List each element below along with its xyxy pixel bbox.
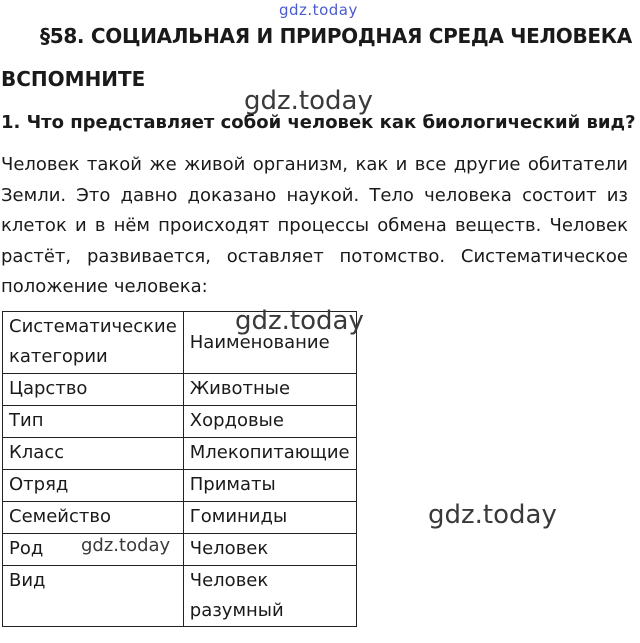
table-cell-name: Человек (183, 534, 356, 566)
table-cell-name: Хордовые (183, 406, 356, 438)
question-text: 1. Что представляет собой человек как биологический вид? (1, 112, 636, 133)
page-title: §58. СОЦИАЛЬНАЯ И ПРИРОДНАЯ СРЕДА ЧЕЛОВЕКА (40, 24, 632, 48)
watermark: gdz.today (244, 86, 373, 116)
table-cell-category: Вид (3, 566, 184, 627)
table-row (3, 438, 357, 470)
table-row (3, 374, 357, 406)
table-row (3, 534, 357, 566)
table-cell-name: Млекопитающие (183, 438, 356, 470)
table-cell-category: Род (3, 534, 184, 566)
table-cell-category: Класс (3, 438, 184, 470)
table-cell-name: Гоминиды (183, 502, 356, 534)
watermark: gdz.today (235, 306, 364, 336)
table-row (3, 566, 357, 627)
answer-paragraph: Человек такой же живой организм, как и все другие обитатели Земли. Это давно доказано наукой. Тело человека состоит из клеток и в нём происходят процессы обмена веществ. Человек растёт, развивается, оставляет потомство. Систематическое положение человека: (1, 154, 628, 297)
table-cell-category: Тип (3, 406, 184, 438)
table-cell-category: Отряд (3, 470, 184, 502)
table-cell-name: Приматы (183, 470, 356, 502)
table-cell-category: Семейство (3, 502, 184, 534)
table-cell-name: Животные (183, 374, 356, 406)
table-row (3, 406, 357, 438)
section-heading: ВСПОМНИТЕ (1, 67, 146, 91)
table-header-category: Систематические категории (3, 312, 184, 374)
table-row (3, 470, 357, 502)
watermark-top: gdz.today (279, 1, 358, 19)
watermark: gdz.today (81, 535, 171, 556)
table-cell-name: Человек разумный (183, 566, 356, 627)
classification-table (2, 311, 357, 627)
table-header-name: Наименование (183, 312, 356, 374)
table-row (3, 502, 357, 534)
table-cell-category: Царство (3, 374, 184, 406)
watermark: gdz.today (428, 500, 557, 530)
